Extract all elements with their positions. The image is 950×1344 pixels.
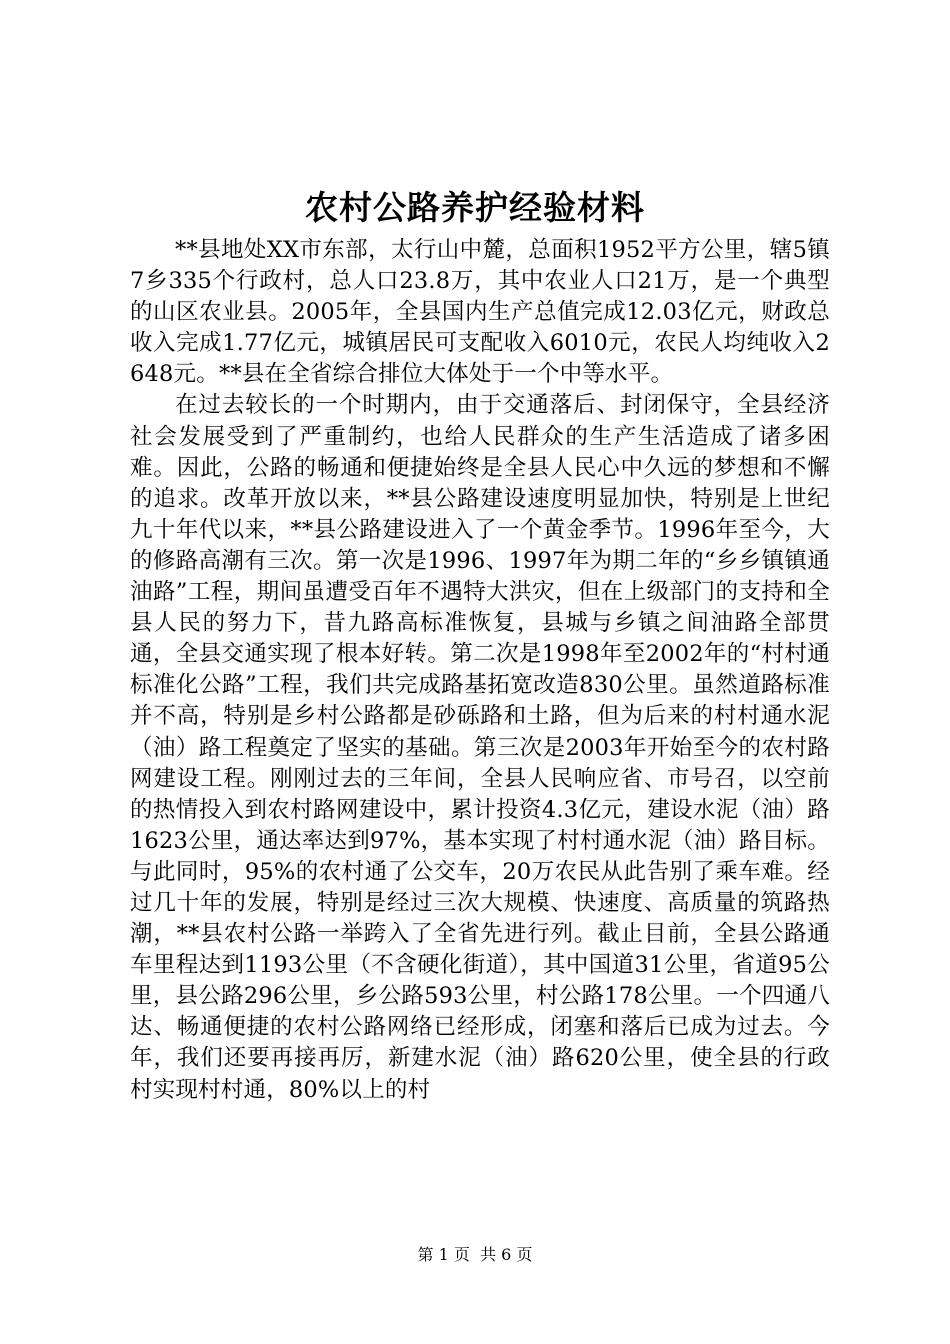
document-body: [130, 235, 830, 1106]
page-number-footer: 第 1 页 共 6 页: [417, 1245, 533, 1264]
paragraph-county-overview: **县地处XX市东部，太行山中麓，总面积1952平方公里，辖5镇7乡335个行政村，总人口23.8万，其中农业人口21万，是一个典型的山区农业县。2005年，全县国内生产总值完成12.03亿元，财政总收入完成1.77亿元，城镇居民可支配收入6010元，农民人均纯收入2648元。**县在全省综合排位大体处于一个中等水平。: [130, 237, 830, 388]
paragraph-road-construction-history: 在过去较长的一个时期内，由于交通落后、封闭保守，全县经济社会发展受到了严重制约，也给人民群众的生产生活造成了诸多困难。因此，公路的畅通和便捷始终是全县人民心中久远的梦想和不懈的追求。改革开放以来，**县公路建设速度明显加快，特别是上世纪九十年代以来，**县公路建设进入了一个黄金季节。1996年至今，大的修路高潮有三次。第一次是1996、1997年为期二年的“乡乡镇镇通油路”工程，期间虽遭受百年不遇特大洪灾，但在上级部门的支持和全县人民的努力下，昔九路高标准恢复，县城与乡镇之间油路全部贯通，全县交通实现了根本好转。第二次是1998年至2002年的“村村通标准化公路”工程，我们共完成路基拓宽改造830公里。虽然道路标准并不高，特别是乡村公路都是砂砾路和土路，但为后来的村村通水泥（油）路工程奠定了坚实的基础。第三次是2003年开始至今的农村路网建设工程。刚刚过去的三年间，全县人民响应省、市号召，以空前的热情投入到农村路网建设中，累计投资4.3亿元，建设水泥（油）路1623公里，通达率达到97%，基本实现了村村通水泥（油）路目标。与此同时，95%的农村通了公交车，20万农民从此告别了乘车难。经过几十年的发展，特别是经过三次大规模、快速度、高质量的筑路热潮，**县农村公路一举跨入了全省先进行列。截止目前，全县公路通车里程达到1193公里（不含硬化街道），其中国道31公里，省道95公里，县公路296公里，乡公路593公里，村公路178公里。一个四通八达、畅通便捷的农村公路网络已经形成，闭塞和落后已成为过去。今年，我们还要再接再厉，新建水泥（油）路620公里，使全县的行政村实现村村通，80%以上的村: [130, 392, 830, 1103]
document-title: 农村公路养护经验材料: [305, 188, 645, 227]
